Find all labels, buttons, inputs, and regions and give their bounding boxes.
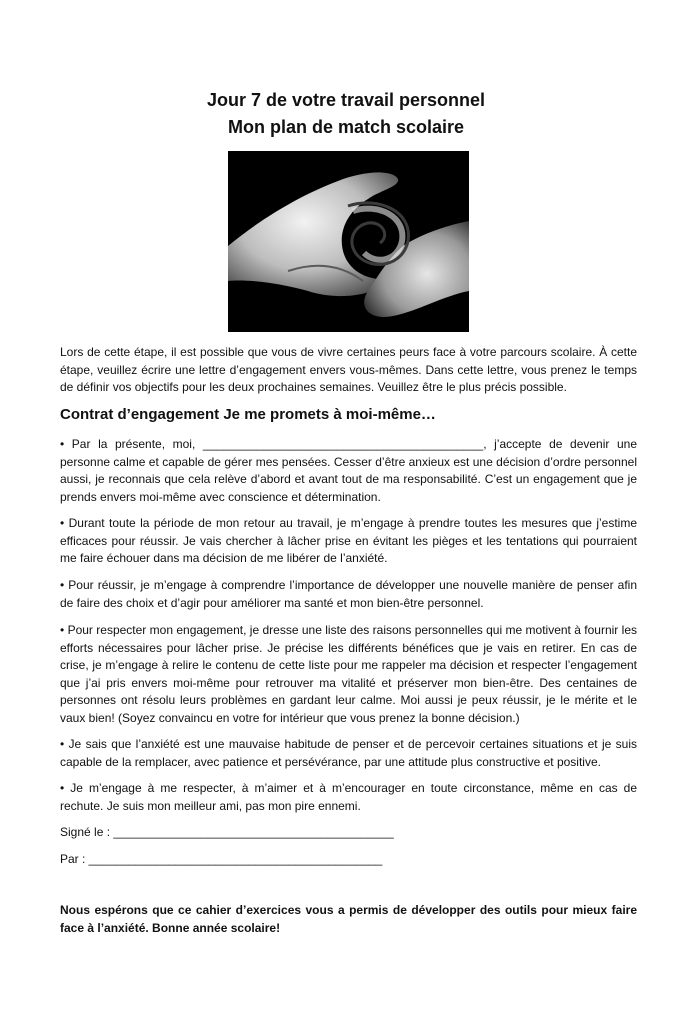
contract-bullet-4: • Pour respecter mon engagement, je dresse une liste des raisons personnelles qui me motivent à fournir les efforts nécessaires pour lâcher prise. Je précise les différents bénéfices que je vais en retirer. En cas de crise, je m’engage à relire le contenu de cette liste pour me rappeler ma décision et respecter l’engagement que j’ai pris envers moi-même pour retrouver ma vitalité et préserver mon bien-être. Des centaines de personnes ont résolu leurs problèmes en gardant leur calme. Moi aussi je peux réussir, je le mérite et le vaux bien! (Soyez convaincu en votre for intérieur que vous prenez la bonne décision.): [60, 623, 637, 725]
contract-heading: Contrat d’engagement Je me promets à moi-même…: [60, 406, 436, 423]
contract-bullet-5: • Je sais que l’anxiété est une mauvaise habitude de penser et de percevoir certaines situations et je suis capable de la remplacer, avec patience et persévérance, par une attitude plus constructive et positive.: [60, 737, 637, 769]
intro-paragraph: Lors de cette étape, il est possible que vous de vivre certaines peurs face à votre parcours scolaire. À cette étape, veuillez écrire une lettre d’engagement envers vous-mêmes. Dans cette lettre, vous prenez le temps de définir vos objectifs pour les deux prochaines semaines. Veuillez être le plus précis possible.: [60, 345, 637, 394]
page-title-line-1: Jour 7 de votre travail personnel: [206, 90, 486, 110]
contract-bullet-3: • Pour réussir, je m’engage à comprendre l’importance de développer une nouvelle manière de penser afin de faire des choix et d’agir pour améliorer ma santé et mon bien-être personnel.: [60, 578, 637, 610]
signature-name-line: Par : ____________________________________________: [60, 852, 383, 866]
contract-bullet-2: • Durant toute la période de mon retour au travail, je m’engage à prendre toutes les mesures que j’estime efficaces pour réussir. Je vais chercher à lâcher prise en évitant les pièges et les tentations qui pourraient me faire échouer dans ma décision de me libérer de l’anxiété.: [60, 516, 637, 565]
signature-date-line: Signé le : __________________________________________: [60, 825, 394, 839]
interlocked-hands-photo: [228, 151, 469, 332]
page-title-line-2: Mon plan de match scolaire: [227, 117, 465, 137]
contract-bullet-1: • Par la présente, moi, __________________________________________, j’accepte de devenir une personne calme et capable de gérer mes pensées. Cesser d’être anxieux est une décision d’ordre personnel aussi, je reconnais que cela relève d’abord et avant tout de ma responsabilité. C’est un engagement que je prends envers moi-même avec conscience et détermination.: [60, 437, 637, 504]
contract-bullet-6: • Je m’engage à me respecter, à m’aimer et à m’encourager en toute circonstance, même en cas de rechute. Je suis mon meilleur ami, pas mon pire ennemi.: [60, 781, 637, 813]
closing-paragraph: Nous espérons que ce cahier d’exercices vous a permis de développer des outils pour mieux faire face à l’anxiété. Bonne année scolaire!: [60, 903, 637, 935]
hands-illustration: [228, 151, 469, 332]
